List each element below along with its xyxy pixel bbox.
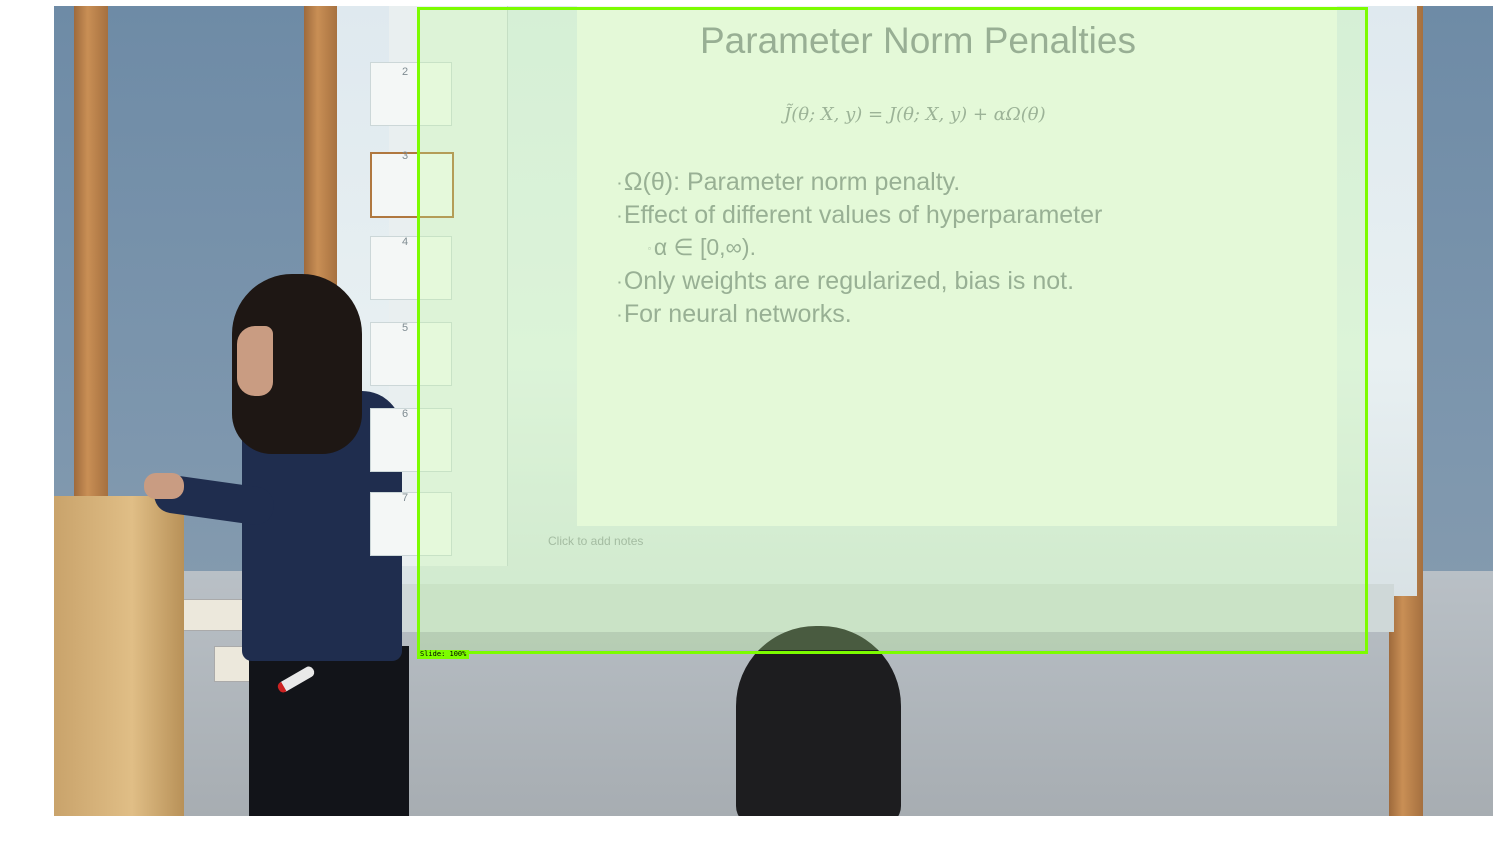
thumbnail-number: 5: [402, 322, 409, 334]
presenter-face: [237, 326, 273, 396]
detection-label: Slide: 100%: [417, 650, 469, 659]
thumbnail-number: 2: [402, 66, 409, 78]
bullet-text: Only weights are regularized, bias is not.: [623, 267, 1075, 295]
thumbnail-number: 7: [402, 492, 409, 504]
bullet-text: α ∈ [0,∞).: [653, 234, 756, 260]
wall-switch: [180, 599, 250, 631]
bullet-text: For neural networks.: [623, 300, 852, 328]
bullet-icon: ▫: [648, 244, 651, 254]
bullet-text: Effect of different values of hyperparameter: [623, 201, 1103, 229]
presenter-legs: [249, 646, 409, 816]
presenter-hand: [144, 473, 184, 499]
slide-formula: J̃(θ; X, y) = J(θ; X, y) + αΩ(θ): [784, 104, 1046, 125]
notes-placeholder: Click to add notes: [548, 534, 644, 548]
bullet-icon: ▪: [618, 277, 621, 287]
bullet-icon: ▪: [618, 211, 621, 221]
podium: [54, 496, 184, 816]
audience-head: [736, 626, 901, 816]
bullet-icon: ▪: [618, 178, 621, 188]
slide-title: Parameter Norm Penalties: [700, 20, 1136, 61]
detection-bounding-box: [417, 7, 1368, 654]
thumbnail-number: 3: [402, 150, 409, 162]
bullet-text: Ω(θ): Parameter norm penalty.: [623, 168, 961, 196]
thumbnail-number: 6: [402, 408, 409, 420]
thumbnail-number: 4: [402, 236, 409, 248]
bullet-icon: ▪: [618, 310, 621, 320]
